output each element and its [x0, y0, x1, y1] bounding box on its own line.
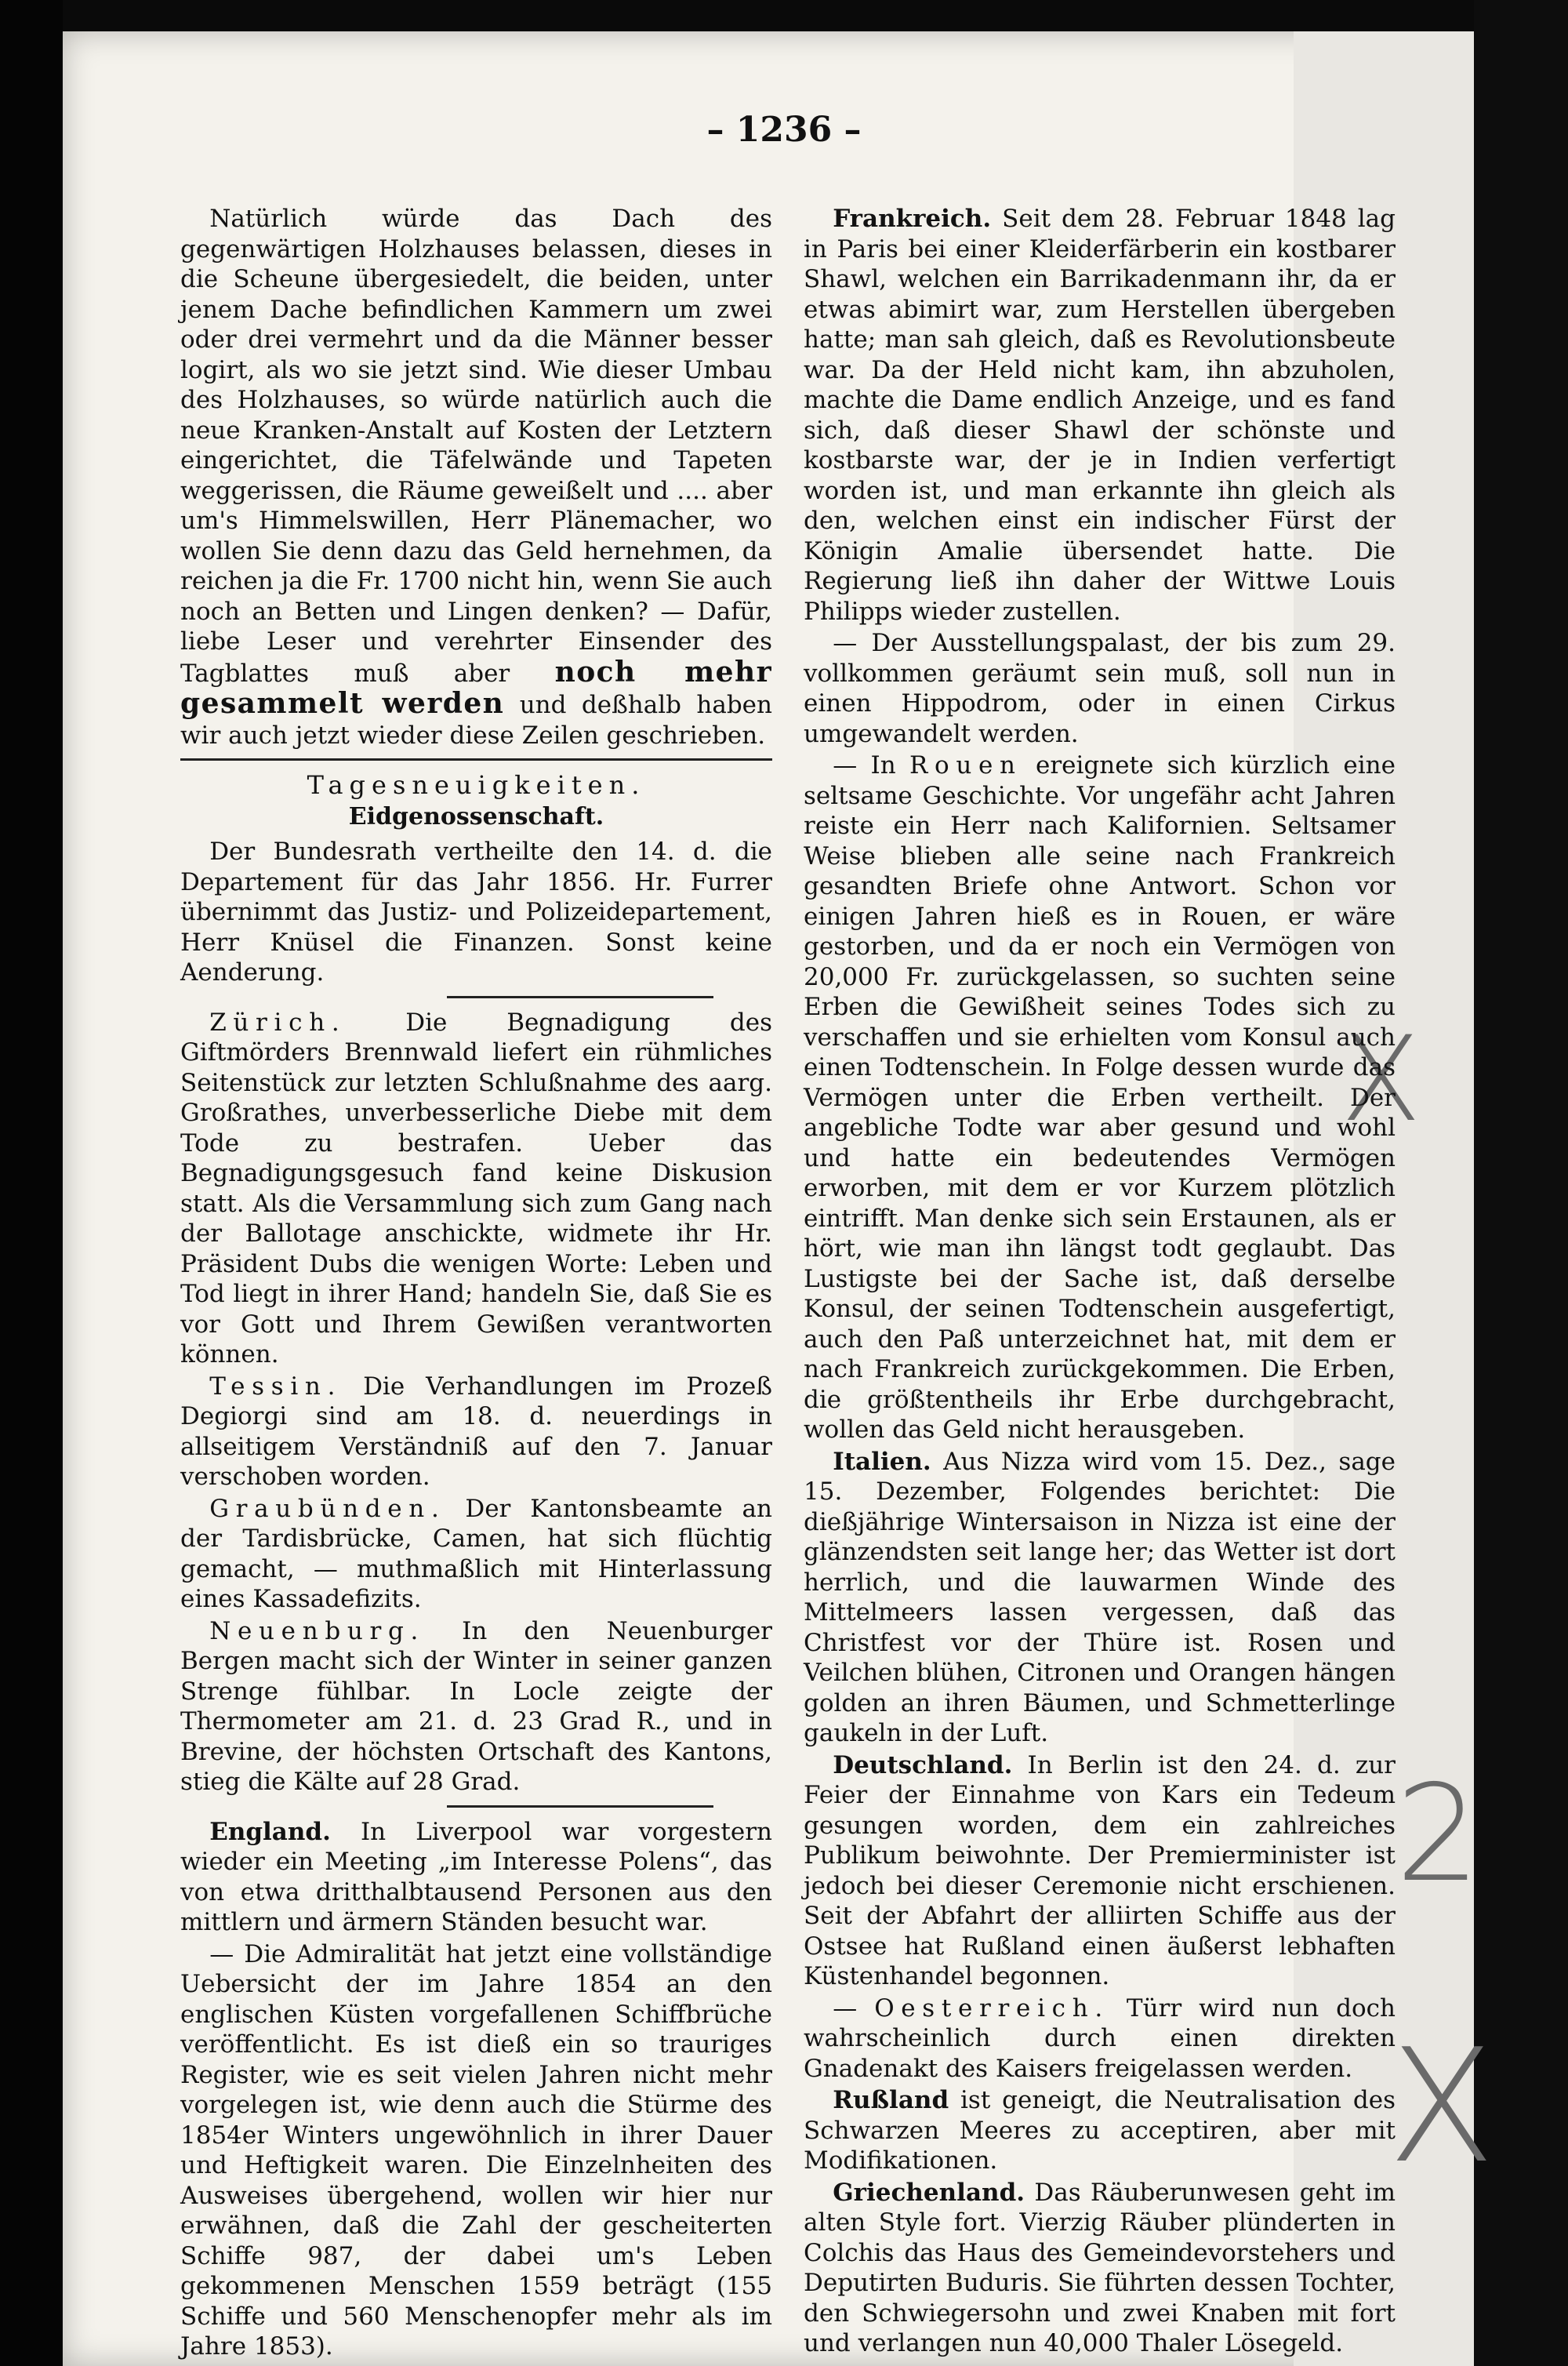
news-item: Deutschland. In Berlin ist den 24. d. zur Feier der Einnahme von Kars ein Tedeum gesungen worden, dem ein zahlreiches Publikum beiwohnte. Der Premierminister ist jedoch bei dieser Ceremonie nicht erschienen. Seit der Abfahrt der alliirten Schiffe aus der Ostsee hat Rußland einen äußerst lebhaften Küstenhandel begonnen.	[804, 1750, 1396, 1990]
place-name: Neuenburg.	[209, 1616, 426, 1645]
news-item: Der Bundesrath vertheilte den 14. d. die Departement für das Jahr 1856. Hr. Furrer übernimmt das Justiz- und Polizeidepartement, Herr Knüsel die Finanzen. Sonst keine Aenderung.	[180, 838, 772, 987]
place-name: Rouen	[909, 751, 1022, 780]
right-column	[804, 204, 1396, 2361]
news-item: England. In Liverpool war vorgestern wieder ein Meeting „im Interesse Polens“, das von etwa dritthalbtausend Personen aus den mittlern und ärmern Ständen besucht war.	[180, 1817, 772, 1936]
country-heading: England.	[209, 1817, 331, 1846]
news-item: — Oesterreich. Türr wird nun doch wahrscheinlich durch einen direkten Gnadenakt des Kaisers freigelassen werden.	[804, 1993, 1396, 2083]
margin-pencil-mark: 2	[1396, 1757, 1481, 1912]
news-item: Neuenburg. In den Neuenburger Bergen macht sich der Winter in seiner ganzen Strenge fühlbar. In Locle zeigte der Thermometer am 21. d. 23 Grad R., und in Brevine, der höchsten Ortschaft des Kantons, stieg die Kälte auf 28 Grad.	[180, 1616, 772, 1796]
place-name: Zürich.	[209, 1008, 347, 1037]
country-heading: Italien.	[833, 1447, 931, 1476]
section-subtitle: Eidgenossenschaft.	[348, 802, 604, 830]
place-name: Oesterreich.	[874, 1993, 1109, 2023]
news-item: — In Rouen ereignete sich kürzlich eine seltsame Geschichte. Vor ungefähr acht Jahren reiste ein Herr nach Kalifornien. Seltsamer Weise blieben alle seine nach Frankreich gesandten Briefe ohne Antwort. Schon vor einigen Jahren hieß es in Rouen, er wäre gestorben, und da er noch ein Vermögen von 20,000 Fr. zurückgelassen, so suchten seine Erben die Gewißheit seines Todes sich zu verschaffen und sie erhielten vom Konsul auch einen Todtenschein. In Folge dessen wurde das Vermögen unter die Erben vertheilt. Der angebliche Todte war aber gesund und wohl und hatte ein bedeutendes Vermögen erworben, mit dem er vor Kurzem plötzlich eintrifft. Man denke sich sein Erstaunen, als er hört, wie man ihn längst todt geglaubt. Das Lustigste bei der Sache ist, daß derselbe Konsul, der seinen Todtenschein ausgefertigt, auch den Paß unterzeichnet hat, mit dem er nach Frankreich zurückgekommen. Die Erben, die größtentheils ihr Erbe durchgebracht, wollen das Geld nicht herausgeben.	[804, 751, 1396, 1444]
country-heading: Frankreich.	[833, 205, 992, 233]
item-divider	[447, 996, 713, 998]
item-divider	[447, 1805, 713, 1808]
news-item: Tessin. Die Verhandlungen im Prozeß Degiorgi sind am 18. d. neuerdings in allseitigem Verständniß auf den 7. Januar verschoben worden.	[180, 1372, 772, 1491]
country-heading: Rußland	[833, 2086, 949, 2114]
country-heading: Griechenland.	[833, 2178, 1025, 2207]
news-item: — Der Ausstellungspalast, der bis zum 29. vollkommen geräumt sein muß, soll nun in einen Hippodrom, oder in einen Cirkus umgewandelt werden.	[804, 629, 1396, 748]
margin-pencil-mark: X	[1341, 1012, 1421, 1148]
country-heading: Deutschland.	[833, 1750, 1013, 1779]
scan-border-left	[0, 0, 63, 2366]
left-column	[180, 204, 772, 2364]
news-item: — Die Admiralität hat jetzt eine vollständige Uebersicht der im Jahre 1854 an den englischen Küsten vorgefallenen Schiffbrüche veröffentlicht. Es ist dieß ein so trauriges Register, wie es seit vielen Jahren nicht mehr vorgelegen ist, wie denn auch die Stürme des 1854er Winters ungewöhnlich in ihrer Dauer und Heftigkeit waren. Die Einzelnheiten des Ausweises übergehend, wollen wir hier nur erwähnen, daß die Zahl der gescheiterten Schiffe 987, der dabei um's Leben gekommenen Menschen 1559 beträgt (155 Schiffe und 560 Menschenopfer mehr als im Jahre 1853).	[180, 1939, 772, 2361]
place-name: Tessin.	[209, 1372, 343, 1401]
section-title: Tagesneuigkeiten.	[307, 770, 646, 800]
news-item: Griechenland. Das Räuberunwesen geht im alten Style fort. Vierzig Räuber plünderten in Colchis das Haus des Gemeindevorstehers und Deputirten Buduris. Sie führten dessen Tochter, den Schwiegersohn und zwei Knaben mit fort und verlangen nun 40,000 Thaler Lösegeld.	[804, 2178, 1396, 2357]
news-item: Frankreich. Seit dem 28. Februar 1848 lag in Paris bei einer Kleiderfärberin ein kostbarer Shawl, welchen ein Barrikadenmann ihr, da er etwas abimirt war, zum Herstellen übergeben hatte; man sah gleich, daß es Revolutionsbeute war. Da der Held nicht kam, ihn abzuholen, machte die Dame endlich Anzeige, und es fand sich, daß dieser Shawl der schönste und kostbarste war, der je in Indien verfertigt worden ist, und man erkannte ihn gleich als den, welchen einst ein indischer Fürst der Königin Amalie übersendet hatte. Die Regierung ließ ihn daher der Wittwe Louis Philipps wieder zustellen.	[804, 205, 1396, 626]
newspaper-page	[63, 31, 1496, 2366]
news-item: Graubünden. Der Kantonsbeamte an der Tardisbrücke, Camen, hat sich flüchtig gemacht, — muthmaßlich mit Hinterlassung eines Kassadefizits.	[180, 1494, 772, 1613]
article-paragraph: Natürlich würde das Dach des gegenwärtigen Holzhauses belassen, dieses in die Scheune übergesiedelt, die beiden, unter jenem Dache befindlichen Kammern um zwei oder drei vermehrt und da die Männer besser logirt, als wo sie jetzt sind. Wie dieser Umbau des Holzhauses, so würde natürlich auch die neue Kranken-Anstalt auf Kosten der Letztern eingerichtet, die Täfelwände und Tapeten weggerissen, die Räume geweißelt und .... aber um's Himmelswillen, Herr Plänemacher, wo wollen Sie denn dazu das Geld hernehmen, da reichen ja die Fr. 1700 nicht hin, wenn Sie auch noch an Betten und Lingen denken? — Dafür, liebe Leser und verehrter Einsender des Tagblattes muß aber noch mehr gesammelt werden und deßhalb haben wir auch jetzt wieder diese Zeilen geschrieben.	[180, 205, 772, 750]
margin-pencil-mark: X	[1388, 2015, 1496, 2198]
scan-border-right	[1474, 0, 1568, 2366]
place-name: Graubünden.	[209, 1494, 446, 1523]
page-number: – 1236 –	[706, 110, 862, 150]
news-item: Rußland ist geneigt, die Neutralisation des Schwarzen Meeres zu acceptiren, aber mit Modifikationen.	[804, 2086, 1396, 2175]
news-item: Zürich. Die Begnadigung des Giftmörders Brennwald liefert ein rühmliches Seitenstück zur letzten Schlußnahme des aarg. Großrathes, unverbesserliche Diebe mit dem Tode zu bestrafen. Ueber das Begnadigungsgesuch fand keine Diskusion statt. Als die Versammlung sich zum Gang nach der Ballotage anschickte, widmete ihr Hr. Präsident Dubs die wenigen Worte: Leben und Tod liegt in ihrer Hand; handeln Sie, daß Sie es vor Gott und Ihrem Gewißen verantworten können.	[180, 1008, 772, 1368]
news-item: Italien. Aus Nizza wird vom 15. Dez., sage 15. Dezember, Folgendes berichtet: Die dießjährige Wintersaison in Nizza ist eine der glänzendsten seit lange her; das Wetter ist dort herrlich, und die lauwarmen Winde des Mittelmeers lassen vergessen, daß das Christfest vor der Thüre ist. Rosen und Veilchen blühen, Citronen und Orangen hängen golden an ihren Bäumen, und Schmetterlinge gaukeln in der Luft.	[804, 1447, 1396, 1747]
section-divider	[180, 758, 772, 761]
emphasis-text: noch mehr gesammelt werden	[180, 655, 772, 720]
